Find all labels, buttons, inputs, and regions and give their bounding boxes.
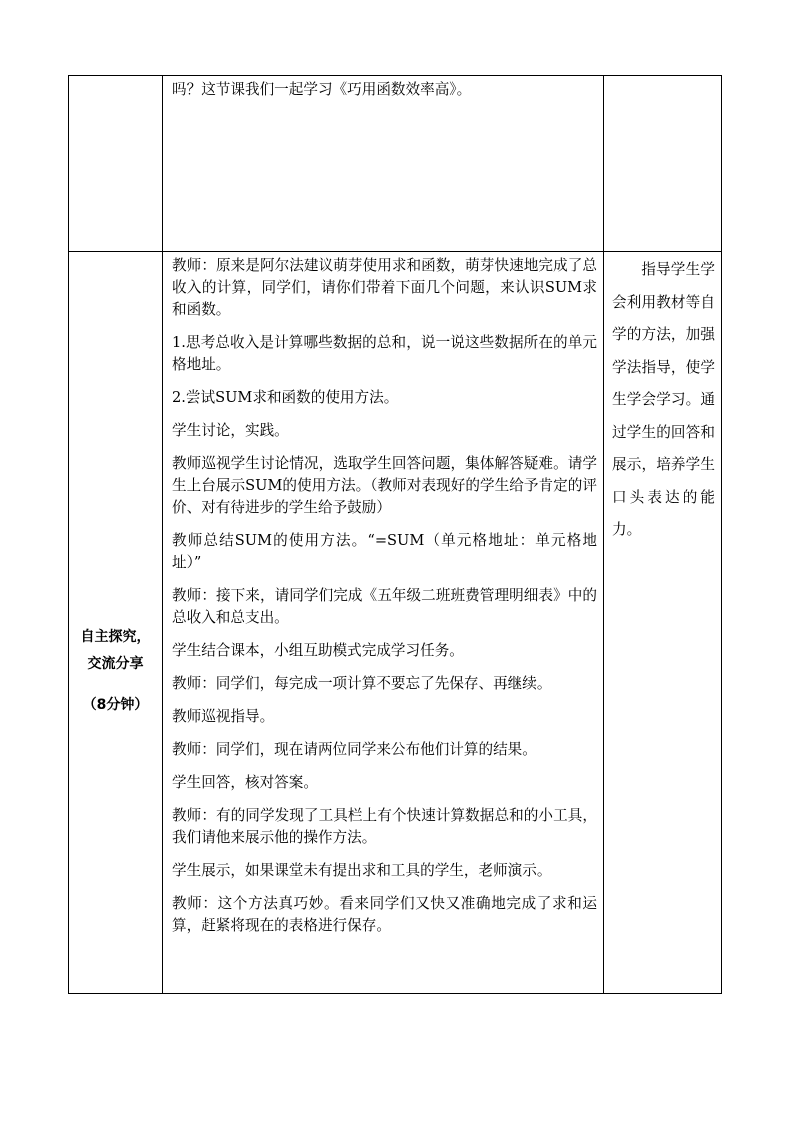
table-row-intro (69, 76, 722, 252)
process-paragraph: 教师：有的同学发现了工具栏上有个快速计算数据总和的小工具，我们请他来展示他的操作方法。 (172, 807, 597, 846)
process-paragraph: 教师巡视学生讨论情况，选取学生回答问题，集体解答疑难。请学生上台展示SUM的使用方法。（教师对表现好的学生给予肯定的评价、对有待进步的学生给予鼓励） (172, 455, 597, 516)
intro-text: 吗？这节课我们一起学习《巧用函数效率高》。 (172, 81, 472, 98)
lesson-plan-table (68, 75, 722, 994)
stage-cell (69, 252, 163, 994)
process-paragraph: 教师：同学们，现在请两位同学来公布他们计算的结果。 (172, 741, 537, 758)
stage-time: （8分钟） (82, 696, 149, 713)
process-paragraph: 学生讨论，实践。 (172, 422, 289, 439)
stage-cell-empty (69, 76, 163, 252)
process-paragraph: 教师巡视指导。 (172, 708, 275, 725)
process-paragraph: 教师：接下来，请同学们完成《五年级二班班费管理明细表》中的总收入和总支出。 (172, 587, 597, 626)
process-paragraph: 学生展示，如果课堂未有提出求和工具的学生，老师演示。 (172, 862, 552, 879)
process-paragraph: 教师总结SUM的使用方法。“=SUM（单元格地址：单元格地址）” (172, 532, 597, 571)
intent-cell-empty (604, 76, 722, 252)
stage-title-line2: 交流分享 (87, 655, 144, 672)
design-intent-text: 指导学生学会利用教材等自学的方法，加强学法指导，使学生学会学习。通过学生的回答和展示，培养学生口头表达的能力。 (612, 261, 715, 538)
process-paragraph: 教师：同学们，每完成一项计算不要忘了先保存、再继续。 (172, 675, 552, 692)
process-paragraph: 学生回答，核对答案。 (172, 774, 318, 791)
stage-title-line1: 自主探究， (80, 628, 151, 645)
table-row-explore (69, 252, 722, 994)
process-paragraph: 1.思考总收入是计算哪些数据的总和，说一说这些数据所在的单元格地址。 (172, 334, 597, 373)
process-paragraph: 2.尝试SUM求和函数的使用方法。 (172, 389, 399, 406)
process-paragraph: 教师：这个方法真巧妙。看来同学们又快又准确地完成了求和运算，赶紧将现在的表格进行保存。 (172, 895, 597, 934)
process-paragraph: 学生结合课本，小组互助模式完成学习任务。 (172, 642, 464, 659)
process-paragraph: 教师：原来是阿尔法建议萌芽使用求和函数，萌芽快速地完成了总收入的计算，同学们，请你们带着下面几个问题，来认识SUM求和函数。 (172, 257, 597, 318)
intent-cell (604, 252, 722, 994)
process-cell (163, 252, 604, 994)
process-cell-intro (163, 76, 604, 252)
